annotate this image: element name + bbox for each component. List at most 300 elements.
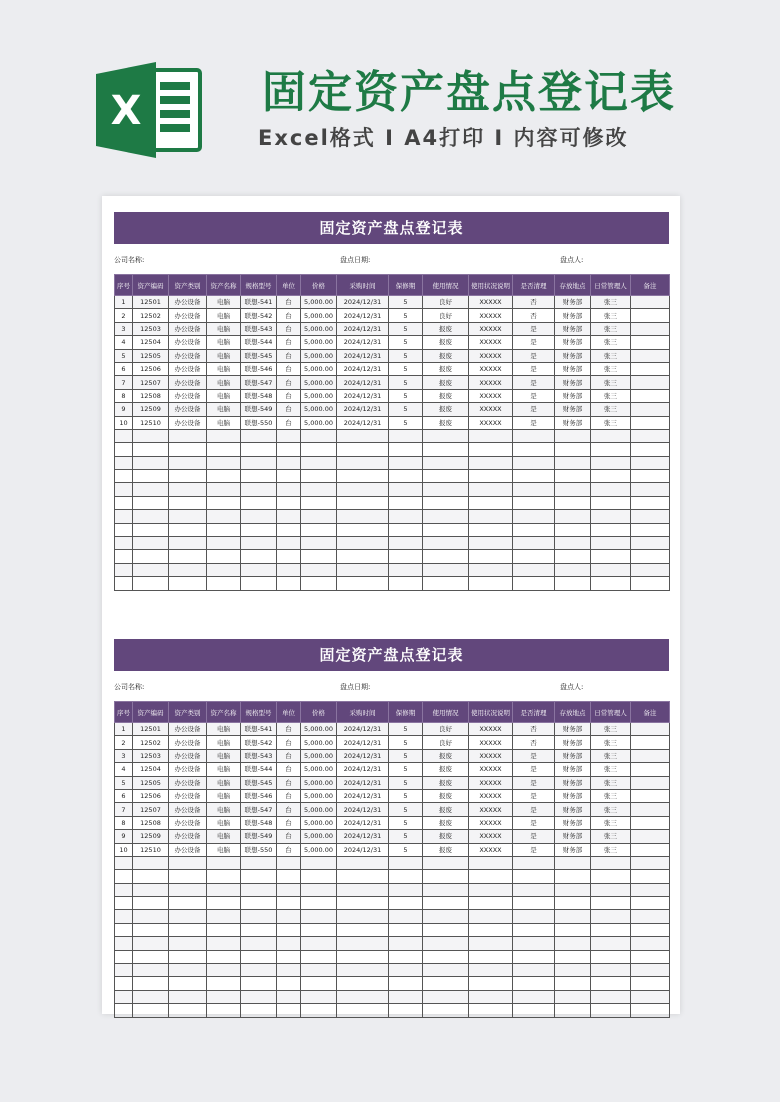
table-cell: 2	[115, 309, 133, 322]
empty-cell	[207, 443, 241, 456]
column-header: 序号	[115, 702, 133, 723]
table-cell: 财务部	[555, 830, 591, 843]
table-cell: 2024/12/31	[337, 723, 389, 736]
empty-cell	[115, 429, 133, 442]
table-cell: 张三	[591, 309, 631, 322]
page-banner	[0, 0, 780, 190]
empty-cell	[469, 910, 513, 923]
blank-row	[115, 483, 670, 496]
table-cell: 5	[389, 362, 423, 375]
blank-row	[115, 429, 670, 442]
table-cell: 报废	[423, 776, 469, 789]
table-cell: 台	[277, 816, 301, 829]
empty-cell	[337, 990, 389, 1003]
empty-cell	[631, 483, 670, 496]
empty-cell	[337, 577, 389, 590]
empty-cell	[631, 897, 670, 910]
table-cell	[631, 362, 670, 375]
table-cell: 报废	[423, 749, 469, 762]
column-header: 规格型号	[241, 275, 277, 296]
empty-cell	[389, 483, 423, 496]
empty-cell	[241, 470, 277, 483]
empty-cell	[207, 510, 241, 523]
empty-cell	[555, 1004, 591, 1017]
empty-cell	[513, 577, 555, 590]
table-cell: 5	[389, 416, 423, 429]
table-cell: 办公设备	[169, 723, 207, 736]
empty-cell	[207, 577, 241, 590]
table-cell: 台	[277, 723, 301, 736]
table-cell	[631, 376, 670, 389]
column-header: 使用情况	[423, 702, 469, 723]
empty-cell	[169, 883, 207, 896]
table-cell: 是	[513, 416, 555, 429]
logo-letter: X	[110, 88, 142, 134]
table-cell: 2024/12/31	[337, 803, 389, 816]
blank-row	[115, 563, 670, 576]
table-cell: XXXXX	[469, 749, 513, 762]
table-cell: XXXXX	[469, 416, 513, 429]
column-header: 价格	[301, 702, 337, 723]
table-cell: 办公设备	[169, 336, 207, 349]
empty-cell	[133, 923, 169, 936]
table-cell: 电脑	[207, 362, 241, 375]
table-cell: 12503	[133, 322, 169, 335]
table-cell: 台	[277, 376, 301, 389]
empty-cell	[469, 937, 513, 950]
table-cell: 5,000.00	[301, 362, 337, 375]
column-header: 资产编码	[133, 702, 169, 723]
table-cell: 财务部	[555, 803, 591, 816]
column-header: 价格	[301, 275, 337, 296]
column-header: 存放地点	[555, 702, 591, 723]
table-cell: 5,000.00	[301, 803, 337, 816]
column-header: 资产类别	[169, 275, 207, 296]
empty-cell	[423, 977, 469, 990]
table-cell: 办公设备	[169, 830, 207, 843]
table-cell: 财务部	[555, 362, 591, 375]
info-row	[114, 244, 669, 274]
empty-cell	[337, 523, 389, 536]
table-cell: 办公设备	[169, 296, 207, 309]
table-cell: 联想-544	[241, 336, 277, 349]
table-cell: 5	[389, 723, 423, 736]
table-cell: 10	[115, 843, 133, 856]
table-row	[115, 736, 670, 749]
empty-cell	[133, 483, 169, 496]
empty-cell	[133, 470, 169, 483]
empty-cell	[169, 1004, 207, 1017]
table-cell: 报废	[423, 322, 469, 335]
blank-row	[115, 1004, 670, 1017]
table-cell: 报废	[423, 830, 469, 843]
column-header: 资产名称	[207, 275, 241, 296]
table-cell: 是	[513, 349, 555, 362]
empty-cell	[469, 950, 513, 963]
table-cell: 财务部	[555, 296, 591, 309]
empty-cell	[207, 1004, 241, 1017]
column-header: 日常管理人	[591, 702, 631, 723]
table-row	[115, 403, 670, 416]
column-header: 日常管理人	[591, 275, 631, 296]
empty-cell	[591, 923, 631, 936]
table-cell	[631, 763, 670, 776]
empty-cell	[555, 456, 591, 469]
table-cell: 联想-550	[241, 843, 277, 856]
empty-cell	[277, 456, 301, 469]
empty-cell	[241, 856, 277, 869]
empty-cell	[169, 577, 207, 590]
empty-cell	[337, 977, 389, 990]
empty-cell	[169, 510, 207, 523]
table-cell: 张三	[591, 763, 631, 776]
table-cell	[631, 389, 670, 402]
empty-cell	[241, 1004, 277, 1017]
empty-cell	[469, 456, 513, 469]
table-cell: 台	[277, 362, 301, 375]
table-cell: 电脑	[207, 403, 241, 416]
table-cell: 否	[513, 309, 555, 322]
column-header: 是否清理	[513, 702, 555, 723]
empty-cell	[133, 563, 169, 576]
table-cell: 5	[389, 736, 423, 749]
table-cell: XXXXX	[469, 763, 513, 776]
empty-cell	[469, 443, 513, 456]
table-header-row	[115, 702, 670, 723]
empty-cell	[631, 550, 670, 563]
blank-row	[115, 577, 670, 590]
empty-cell	[423, 429, 469, 442]
empty-cell	[591, 964, 631, 977]
empty-cell	[469, 470, 513, 483]
empty-cell	[423, 910, 469, 923]
empty-cell	[337, 429, 389, 442]
empty-cell	[169, 429, 207, 442]
blank-row	[115, 923, 670, 936]
empty-cell	[555, 537, 591, 550]
empty-cell	[169, 897, 207, 910]
empty-cell	[469, 883, 513, 896]
empty-cell	[423, 870, 469, 883]
table-cell: 联想-541	[241, 296, 277, 309]
table-cell: XXXXX	[469, 309, 513, 322]
table-row	[115, 362, 670, 375]
empty-cell	[423, 523, 469, 536]
empty-cell	[631, 429, 670, 442]
empty-cell	[241, 990, 277, 1003]
empty-cell	[469, 483, 513, 496]
empty-cell	[631, 923, 670, 936]
column-header: 存放地点	[555, 275, 591, 296]
empty-cell	[241, 577, 277, 590]
empty-cell	[301, 910, 337, 923]
register-block-1	[114, 212, 669, 591]
table-cell: 12508	[133, 389, 169, 402]
table-cell	[631, 843, 670, 856]
table-row	[115, 322, 670, 335]
table-cell: 台	[277, 389, 301, 402]
empty-cell	[631, 537, 670, 550]
table-cell: 1	[115, 723, 133, 736]
empty-cell	[169, 550, 207, 563]
empty-cell	[513, 937, 555, 950]
empty-cell	[513, 923, 555, 936]
column-header: 备注	[631, 702, 670, 723]
empty-cell	[207, 470, 241, 483]
table-cell: 是	[513, 763, 555, 776]
table-cell: 财务部	[555, 763, 591, 776]
asset-table	[114, 274, 670, 591]
empty-cell	[631, 470, 670, 483]
table-cell: 3	[115, 322, 133, 335]
empty-cell	[207, 483, 241, 496]
table-cell	[631, 776, 670, 789]
table-cell: 办公设备	[169, 322, 207, 335]
empty-cell	[423, 950, 469, 963]
empty-cell	[591, 883, 631, 896]
empty-cell	[591, 937, 631, 950]
table-cell: 电脑	[207, 376, 241, 389]
table-cell: 办公设备	[169, 776, 207, 789]
empty-cell	[133, 883, 169, 896]
table-cell: 电脑	[207, 416, 241, 429]
empty-cell	[469, 870, 513, 883]
empty-cell	[301, 870, 337, 883]
empty-cell	[169, 470, 207, 483]
empty-cell	[591, 950, 631, 963]
table-cell: 电脑	[207, 843, 241, 856]
empty-cell	[115, 510, 133, 523]
table-cell: XXXXX	[469, 389, 513, 402]
table-row	[115, 803, 670, 816]
table-cell: 张三	[591, 296, 631, 309]
empty-cell	[423, 443, 469, 456]
empty-cell	[277, 856, 301, 869]
empty-cell	[301, 470, 337, 483]
table-cell: 2024/12/31	[337, 763, 389, 776]
empty-cell	[513, 964, 555, 977]
table-cell: 6	[115, 789, 133, 802]
table-cell: 财务部	[555, 322, 591, 335]
table-cell: 电脑	[207, 776, 241, 789]
table-cell: 2024/12/31	[337, 336, 389, 349]
empty-cell	[133, 537, 169, 550]
blank-row	[115, 470, 670, 483]
table-cell: 5	[389, 403, 423, 416]
empty-cell	[591, 443, 631, 456]
empty-cell	[277, 964, 301, 977]
empty-cell	[555, 483, 591, 496]
empty-cell	[423, 470, 469, 483]
empty-cell	[115, 483, 133, 496]
table-cell	[631, 749, 670, 762]
empty-cell	[513, 990, 555, 1003]
table-cell: 办公设备	[169, 749, 207, 762]
table-cell: 2024/12/31	[337, 296, 389, 309]
empty-cell	[591, 870, 631, 883]
empty-cell	[591, 856, 631, 869]
table-cell: 张三	[591, 322, 631, 335]
table-cell: 报废	[423, 389, 469, 402]
table-cell: 办公设备	[169, 789, 207, 802]
empty-cell	[469, 523, 513, 536]
empty-cell	[115, 910, 133, 923]
empty-cell	[301, 429, 337, 442]
column-header: 使用状况说明	[469, 275, 513, 296]
table-cell: 台	[277, 416, 301, 429]
table-cell: 办公设备	[169, 416, 207, 429]
empty-cell	[469, 563, 513, 576]
table-cell: 联想-541	[241, 723, 277, 736]
table-cell: 台	[277, 763, 301, 776]
table-cell: 5,000.00	[301, 389, 337, 402]
table-cell: 台	[277, 843, 301, 856]
empty-cell	[389, 523, 423, 536]
blank-row	[115, 990, 670, 1003]
empty-cell	[133, 577, 169, 590]
empty-cell	[277, 990, 301, 1003]
empty-cell	[337, 510, 389, 523]
table-row	[115, 749, 670, 762]
column-header: 保修期	[389, 702, 423, 723]
page-title: 固定资产盘点登记表	[262, 67, 676, 118]
table-cell: 5	[389, 763, 423, 776]
table-cell: 12509	[133, 830, 169, 843]
empty-cell	[277, 883, 301, 896]
table-cell: 2024/12/31	[337, 816, 389, 829]
table-cell: 是	[513, 362, 555, 375]
table-cell: 电脑	[207, 296, 241, 309]
empty-cell	[389, 950, 423, 963]
table-cell: 台	[277, 830, 301, 843]
table-cell: 联想-545	[241, 776, 277, 789]
empty-cell	[337, 937, 389, 950]
table-cell: 5,000.00	[301, 349, 337, 362]
empty-cell	[591, 910, 631, 923]
table-cell: 5,000.00	[301, 749, 337, 762]
table-cell: 是	[513, 803, 555, 816]
table-cell: XXXXX	[469, 296, 513, 309]
empty-cell	[513, 856, 555, 869]
empty-cell	[469, 550, 513, 563]
empty-cell	[115, 950, 133, 963]
empty-cell	[513, 470, 555, 483]
empty-cell	[513, 910, 555, 923]
empty-cell	[631, 443, 670, 456]
table-cell: 张三	[591, 403, 631, 416]
empty-cell	[591, 483, 631, 496]
empty-cell	[277, 483, 301, 496]
table-cell: 联想-543	[241, 322, 277, 335]
table-cell: 财务部	[555, 843, 591, 856]
empty-cell	[389, 910, 423, 923]
empty-cell	[133, 856, 169, 869]
empty-cell	[133, 910, 169, 923]
empty-cell	[337, 964, 389, 977]
table-cell: XXXXX	[469, 322, 513, 335]
table-cell: 财务部	[555, 389, 591, 402]
table-cell: 5	[389, 803, 423, 816]
empty-cell	[241, 937, 277, 950]
table-row	[115, 830, 670, 843]
table-cell	[631, 830, 670, 843]
column-header: 资产编码	[133, 275, 169, 296]
blank-row	[115, 910, 670, 923]
empty-cell	[301, 456, 337, 469]
table-cell: 12506	[133, 789, 169, 802]
empty-cell	[555, 496, 591, 509]
table-cell	[631, 723, 670, 736]
table-cell: 是	[513, 376, 555, 389]
table-cell: 否	[513, 296, 555, 309]
empty-cell	[169, 456, 207, 469]
table-cell: 9	[115, 403, 133, 416]
table-cell: 2024/12/31	[337, 309, 389, 322]
table-cell: 是	[513, 789, 555, 802]
empty-cell	[277, 563, 301, 576]
blank-row	[115, 937, 670, 950]
column-header: 资产类别	[169, 702, 207, 723]
table-cell: 5	[389, 389, 423, 402]
empty-cell	[591, 563, 631, 576]
table-cell: 12501	[133, 296, 169, 309]
empty-cell	[169, 563, 207, 576]
table-cell: 办公设备	[169, 376, 207, 389]
empty-cell	[301, 563, 337, 576]
empty-cell	[169, 523, 207, 536]
register-title: 固定资产盘点登记表	[114, 212, 669, 244]
empty-cell	[301, 443, 337, 456]
empty-cell	[423, 456, 469, 469]
blank-row	[115, 523, 670, 536]
empty-cell	[115, 456, 133, 469]
empty-cell	[555, 883, 591, 896]
column-header: 单位	[277, 702, 301, 723]
empty-cell	[631, 523, 670, 536]
empty-cell	[301, 856, 337, 869]
empty-cell	[241, 483, 277, 496]
empty-cell	[115, 470, 133, 483]
empty-cell	[133, 950, 169, 963]
table-cell: 5	[389, 376, 423, 389]
table-cell: 张三	[591, 736, 631, 749]
blank-row	[115, 897, 670, 910]
empty-cell	[591, 897, 631, 910]
table-cell: 财务部	[555, 776, 591, 789]
empty-cell	[241, 870, 277, 883]
empty-cell	[277, 910, 301, 923]
empty-cell	[423, 483, 469, 496]
table-cell: 5	[389, 322, 423, 335]
empty-cell	[389, 443, 423, 456]
empty-cell	[555, 550, 591, 563]
empty-cell	[277, 950, 301, 963]
table-cell: 办公设备	[169, 309, 207, 322]
empty-cell	[337, 883, 389, 896]
table-row	[115, 309, 670, 322]
empty-cell	[169, 443, 207, 456]
table-cell: 12503	[133, 749, 169, 762]
table-cell: 5,000.00	[301, 416, 337, 429]
empty-cell	[133, 523, 169, 536]
empty-cell	[631, 937, 670, 950]
table-cell: 5	[115, 776, 133, 789]
table-cell: 5,000.00	[301, 322, 337, 335]
table-row	[115, 296, 670, 309]
empty-cell	[207, 496, 241, 509]
empty-cell	[277, 510, 301, 523]
empty-cell	[277, 537, 301, 550]
